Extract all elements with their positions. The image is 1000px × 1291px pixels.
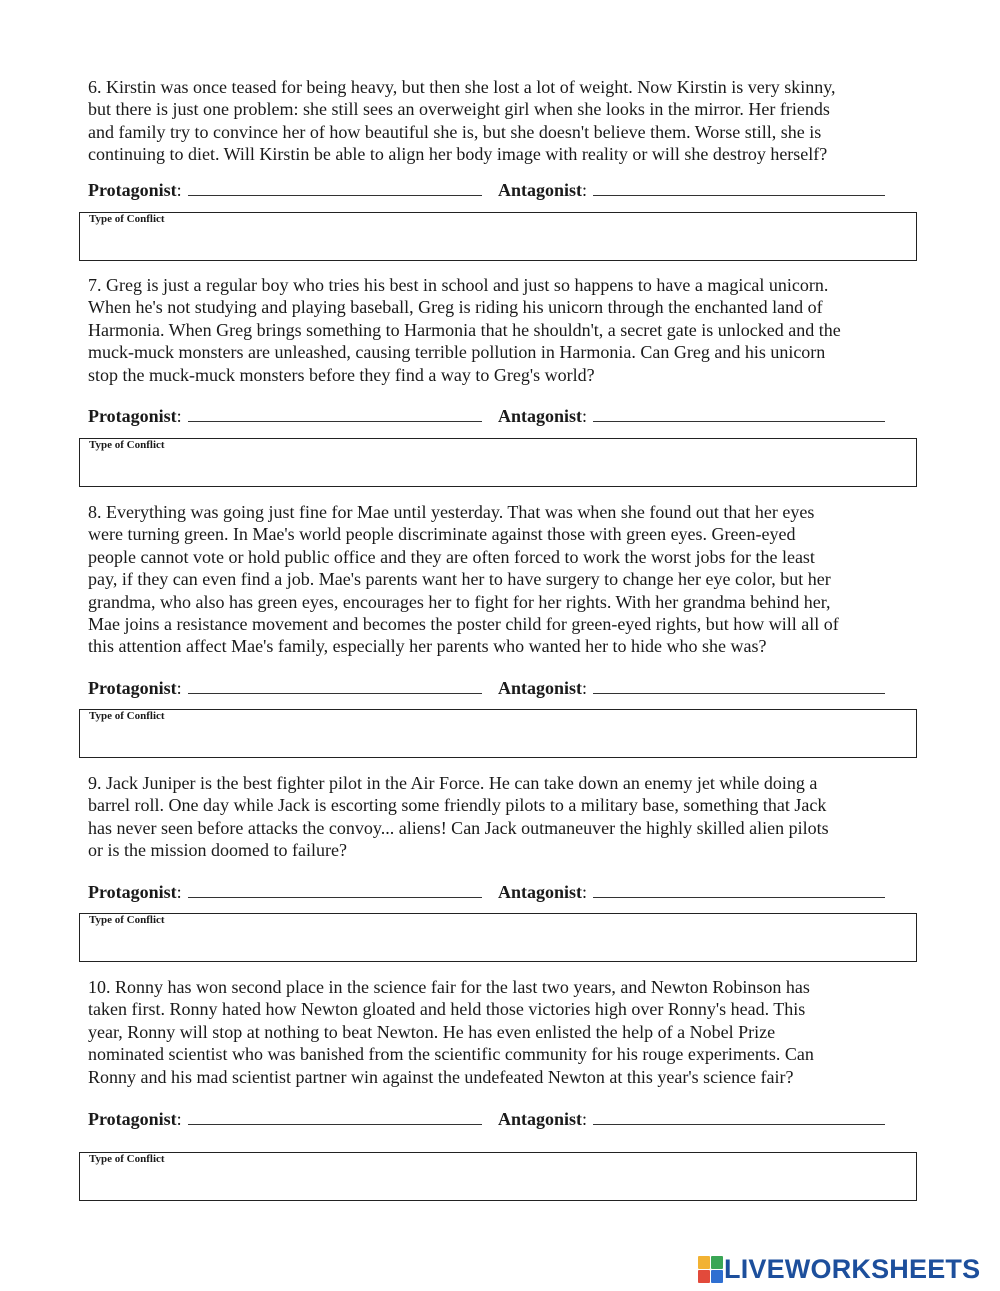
protagonist-label: Protagonist	[88, 1109, 177, 1129]
story-line: 7. Greg is just a regular boy who tries his best in school and just so happens to have a magical unicorn.	[88, 275, 829, 295]
protagonist-field-9: Protagonist:	[88, 880, 482, 904]
antagonist-label: Antagonist	[498, 678, 583, 698]
conflict-input-7[interactable]	[79, 438, 917, 487]
protagonist-label: Protagonist	[88, 406, 177, 426]
story-line: Harmonia. When Greg brings something to Harmonia that he shouldn't, a secret gate is unlocked and the	[88, 319, 841, 340]
story-paragraph-9	[88, 772, 920, 862]
conflict-box-label: Type of Conflict	[89, 914, 165, 926]
story-line: 8. Everything was going just fine for Mae until yesterday. That was when she found out that her eyes	[88, 502, 815, 522]
story-line: this attention affect Mae's family, especially her parents who wanted her to hide who she was?	[88, 636, 767, 657]
story-paragraph-7	[88, 274, 920, 386]
story-line: people cannot vote or hold public office and they are often forced to work the worst jobs for the least	[88, 546, 815, 567]
story-paragraph-8	[88, 501, 920, 658]
story-line: year, Ronny will stop at nothing to beat Newton. He has even enlisted the help of a Nobel Prize	[88, 1021, 776, 1042]
story-line: barrel roll. One day while Jack is escorting some friendly pilots to a military base, something that Jack	[88, 795, 827, 816]
answer-row-10	[88, 1107, 908, 1131]
protagonist-input-8[interactable]	[188, 676, 482, 694]
protagonist-label: Protagonist	[88, 882, 177, 902]
protagonist-input-6[interactable]	[188, 178, 482, 196]
story-line: continuing to diet. Will Kirstin be able to align her body image with reality or will she destroy herself?	[88, 144, 828, 165]
answer-row-8	[88, 676, 908, 700]
antagonist-input-8[interactable]	[593, 676, 885, 694]
story-line: Ronny and his mad scientist partner win against the undefeated Newton at this year's science fair?	[88, 1066, 794, 1087]
story-line: taken first. Ronny hated how Newton gloated and held those victories high over Ronny's head. This	[88, 999, 806, 1020]
antagonist-input-7[interactable]	[593, 404, 885, 422]
protagonist-input-9[interactable]	[188, 880, 482, 898]
story-line: but there is just one problem: she still sees an overweight girl when she looks in the mirror. Her friends	[88, 99, 830, 120]
protagonist-field-6: Protagonist:	[88, 178, 482, 202]
antagonist-field-6: Antagonist:	[498, 178, 885, 202]
liveworksheets-logo	[698, 1254, 980, 1284]
antagonist-input-9[interactable]	[593, 880, 885, 898]
answer-row-6	[88, 178, 908, 202]
story-line: stop the muck-muck monsters before they find a way to Greg's world?	[88, 364, 595, 385]
antagonist-input-6[interactable]	[593, 178, 885, 196]
answer-row-9	[88, 880, 908, 904]
story-line: or is the mission doomed to failure?	[88, 840, 347, 861]
answer-row-7	[88, 404, 908, 428]
liveworksheets-icon	[698, 1256, 722, 1282]
story-paragraph-6	[88, 76, 920, 166]
story-line: 10. Ronny has won second place in the science fair for the last two years, and Newton Robinson has	[88, 977, 810, 997]
antagonist-label: Antagonist	[498, 406, 583, 426]
protagonist-label: Protagonist	[88, 180, 177, 200]
conflict-box-label: Type of Conflict	[89, 1153, 165, 1165]
story-line: When he's not studying and playing baseball, Greg is riding his unicorn through the enchanted land of	[88, 297, 823, 318]
antagonist-input-10[interactable]	[593, 1107, 885, 1125]
conflict-input-6[interactable]	[79, 212, 917, 261]
antagonist-label: Antagonist	[498, 180, 583, 200]
protagonist-input-7[interactable]	[188, 404, 482, 422]
protagonist-field-7: Protagonist:	[88, 404, 482, 428]
conflict-box-label: Type of Conflict	[89, 439, 165, 451]
conflict-box-label: Type of Conflict	[89, 710, 165, 722]
conflict-input-8[interactable]	[79, 709, 917, 758]
story-line: pay, if they can even find a job. Mae's parents want her to have surgery to change her eye color, but her	[88, 569, 831, 590]
antagonist-field-7: Antagonist:	[498, 404, 885, 428]
antagonist-field-8: Antagonist:	[498, 676, 885, 700]
conflict-input-10[interactable]	[79, 1152, 917, 1201]
protagonist-input-10[interactable]	[188, 1107, 482, 1125]
antagonist-field-9: Antagonist:	[498, 880, 885, 904]
story-line: Mae joins a resistance movement and becomes the poster child for green-eyed rights, but how will all of	[88, 614, 839, 635]
antagonist-label: Antagonist	[498, 1109, 583, 1129]
logo-text: LIVEWORKSHEETS	[724, 1254, 981, 1284]
antagonist-label: Antagonist	[498, 882, 583, 902]
protagonist-field-10: Protagonist:	[88, 1107, 482, 1131]
conflict-box-label: Type of Conflict	[89, 213, 165, 225]
conflict-input-9[interactable]	[79, 913, 917, 962]
story-line: muck-muck monsters are unleashed, causing terrible pollution in Harmonia. Can Greg and his unicorn	[88, 342, 826, 363]
protagonist-label: Protagonist	[88, 678, 177, 698]
story-line: were turning green. In Mae's world people discriminate against those with green eyes. Green-eyed	[88, 524, 796, 545]
protagonist-field-8: Protagonist:	[88, 676, 482, 700]
story-line: has never seen before attacks the convoy... aliens! Can Jack outmaneuver the highly skilled alien pilots	[88, 817, 829, 838]
antagonist-field-10: Antagonist:	[498, 1107, 885, 1131]
story-paragraph-10	[88, 976, 920, 1088]
story-line: 6. Kirstin was once teased for being heavy, but then she lost a lot of weight. Now Kirstin is very skinny,	[88, 77, 836, 97]
story-line: grandma, who also has green eyes, encourages her to fight for her rights. With her grandma behind her,	[88, 591, 831, 612]
story-line: and family try to convince her of how beautiful she is, but she doesn't believe them. Worse still, she is	[88, 121, 822, 142]
story-line: nominated scientist who was banished from the scientific community for his rouge experiments. Can	[88, 1044, 814, 1065]
story-line: 9. Jack Juniper is the best fighter pilot in the Air Force. He can take down an enemy jet while doing a	[88, 773, 818, 793]
